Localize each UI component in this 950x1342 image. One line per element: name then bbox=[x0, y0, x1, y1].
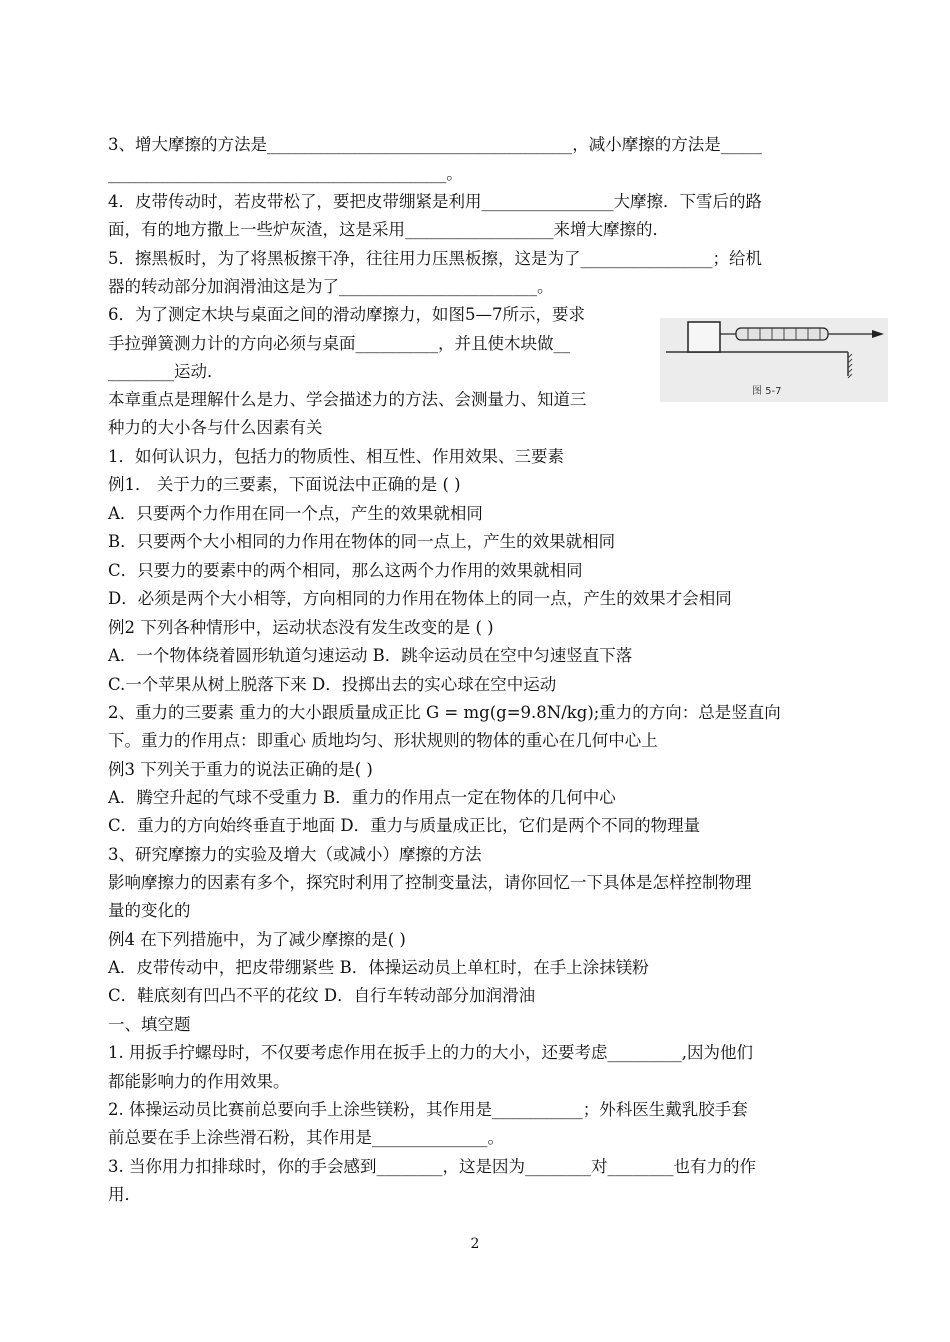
text-line: 1．如何认识力，包括力的物质性、相互性、作用效果、三要素 bbox=[108, 447, 564, 466]
text-line: 2. 体操运动员比赛前总要向手上涂些镁粉，其作用是___________；外科医生戴乳胶手套 bbox=[108, 1100, 748, 1119]
text-line: C．只要力的要素中的两个相同，那么这两个力作用的效果就相同 bbox=[108, 561, 583, 580]
text-line: 器的转动部分加润滑油这是为了________________________。 bbox=[108, 277, 554, 296]
text-line: 量的变化的 bbox=[108, 901, 191, 920]
figure-block-spring-scale bbox=[660, 318, 888, 402]
text-line: 2、重力的三要素 重力的大小跟质量成正比 G = mg(g=9.8N/kg);重力的方向：总是竖直向 bbox=[108, 703, 781, 722]
text-line: 3. 当你用力扣排球时，你的手会感到________，这是因为________对________也有力的作 bbox=[108, 1157, 756, 1176]
text-line: 一、填空题 bbox=[108, 1015, 191, 1034]
text-line: 例4 在下列措施中，为了减少摩擦的是( ) bbox=[108, 930, 406, 949]
text-line: 例3 下列关于重力的说法正确的是( ) bbox=[108, 760, 373, 779]
text-line: 下。重力的作用点：即重心 质地均匀、形状规则的物体的重心在几何中心上 bbox=[108, 731, 658, 750]
text-line: 5．擦黑板时，为了将黑板擦干净，往往用力压黑板擦，这是为了________________；给机 bbox=[108, 249, 762, 268]
text-line: D．必须是两个大小相等，方向相同的力作用在物体上的同一点，产生的效果才会相同 bbox=[108, 589, 732, 608]
text-line: 3、增大摩擦的方法是_____________________________________，减小摩擦的方法是_____ bbox=[108, 135, 762, 154]
text-line: 本章重点是理解什么是力、学会描述力的方法、会测量力、知道三 bbox=[108, 390, 587, 409]
text-line: A．只要两个力作用在同一个点，产生的效果就相同 bbox=[108, 504, 483, 523]
text-line: B．只要两个大小相同的力作用在物体的同一点上，产生的效果就相同 bbox=[108, 532, 616, 551]
text-line: A．腾空升起的气球不受重力 B．重力的作用点一定在物体的几何中心 bbox=[108, 788, 616, 807]
text-line: 手拉弹簧测力计的方向必须与桌面__________，并且使木块做__ bbox=[108, 334, 570, 353]
text-line: 面，有的地方撒上一些炉灰渣，这是采用__________________来增大摩擦的． bbox=[108, 220, 669, 239]
text-line: 4．皮带传动时，若皮带松了，要把皮带绷紧是利用________________大摩擦．下雪后的路 bbox=[108, 192, 762, 211]
figure-caption: 图 5-7 bbox=[752, 386, 782, 397]
text-line: C．重力的方向始终垂直于地面 D．重力与质量成正比，它们是两个不同的物理量 bbox=[108, 816, 701, 835]
text-line: 用． bbox=[108, 1185, 141, 1204]
text-line: 种力的大小各与什么因素有关 bbox=[108, 418, 323, 437]
text-line: 例2 下列各种情形中，运动状态没有发生改变的是 ( ) bbox=[108, 618, 494, 637]
text-line: ________运动． bbox=[108, 362, 224, 381]
text-line: 影响摩擦力的因素有多个，探究时利用了控制变量法，请你回忆一下具体是怎样控制物理 bbox=[108, 873, 752, 892]
text-line: 1. 用扳手拧螺母时，不仅要考虑作用在扳手上的力的大小，还要考虑_________,因为他们 bbox=[108, 1043, 753, 1062]
text-line: 6．为了测定木块与桌面之间的滑动摩擦力，如图5—7所示，要求 bbox=[108, 305, 585, 324]
text-line: C.一个苹果从树上脱落下来 D．投掷出去的实心球在空中运动 bbox=[108, 675, 557, 694]
text-line: A．皮带传动中，把皮带绷紧些 B．体操运动员上单杠时，在手上涂抹镁粉 bbox=[108, 958, 649, 977]
text-line: 例1． 关于力的三要素，下面说法中正确的是 ( ) bbox=[108, 475, 461, 494]
text-line: 前总要在手上涂些滑石粉，其作用是______________。 bbox=[108, 1128, 504, 1147]
text-line: _________________________________________。 bbox=[108, 164, 463, 183]
text-line: A．一个物体绕着圆形轨道匀速运动 B．跳伞运动员在空中匀速竖直下落 bbox=[108, 646, 633, 665]
text-line: 3、研究摩擦力的实验及增大（或减小）摩擦的方法 bbox=[108, 845, 482, 864]
text-line: C．鞋底刻有凹凸不平的花纹 D．自行车转动部分加润滑油 bbox=[108, 986, 536, 1005]
page-number: 2 bbox=[470, 1236, 480, 1252]
text-line: 都能影响力的作用效果。 bbox=[108, 1072, 290, 1091]
